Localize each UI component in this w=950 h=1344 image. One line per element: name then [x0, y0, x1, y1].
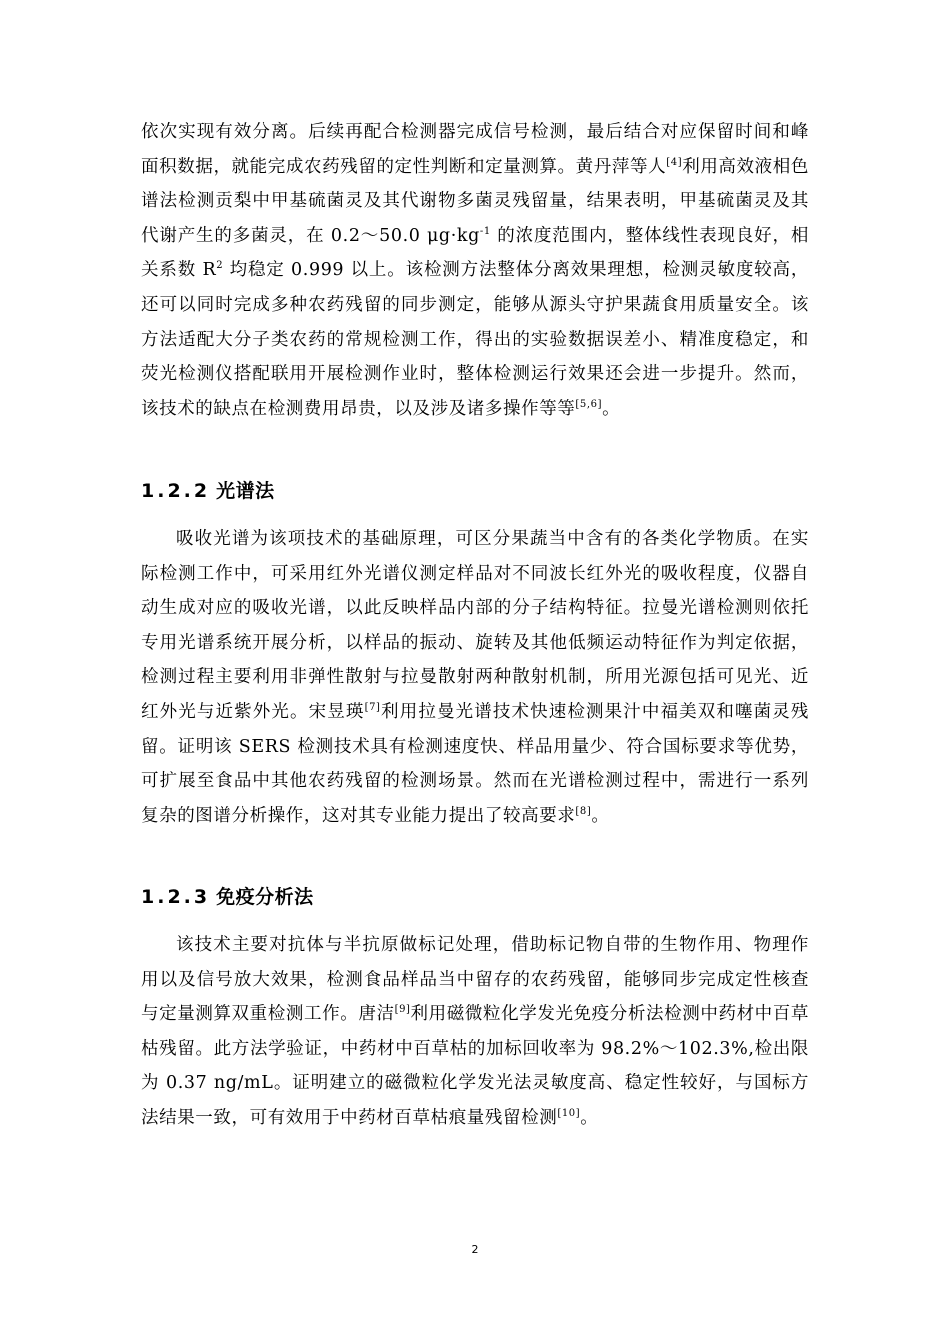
citation-ref: [4]: [666, 156, 683, 168]
text-line: 峰面积数据，就能完成农药残留的定性判断和定量测算。黄丹萍等人: [141, 122, 809, 177]
text-end: 。: [580, 1107, 599, 1128]
text-body: 敏度较高，还可以同时完成多种农药残留的同步测定，能够从源头守护果蔬食用质量安全。该方法适配大分子类农药的常规检测工作，得出的实验数据误差小、精准度稳定，和荧光检测仪搭配联用开展检测作业时，整体检测运行效果还会进一步提升。然而，该技术的缺点在检测费用昂贵，以及涉及诸多操作等等: [141, 260, 810, 419]
citation-ref: [7]: [364, 701, 381, 713]
page-number: 2: [471, 1243, 479, 1256]
text-line: 依次实现有效分离。后续再配合检测器完成信号检测，最后结合对应保留时间和: [141, 122, 791, 142]
text-line: 液相色谱法检测贡梨中甲基硫菌灵及其代谢物多菌灵残留量，结果表明，甲基硫: [141, 156, 809, 212]
citation-ref: [9]: [394, 1004, 411, 1016]
text-line: 均稳定 0.999 以上。该检测方法整体分离效果理想，检测灵: [223, 260, 718, 281]
text-line: 利用高效: [682, 156, 755, 177]
section-heading-spectroscopy: [141, 477, 275, 505]
text-line: 良好，相关系数 R: [141, 225, 809, 281]
section-heading-immunoassay: [141, 883, 314, 911]
text-end: 。: [602, 398, 621, 419]
text-body: 吸收光谱为该项技术的基础原理，可区分果蔬当中含有的各类化学物质。在实际检测工作中，可采用红外光谱仪测定样品对不同波长红外光的吸收程度，仪器自动生成对应的吸收光谱，以此反映样品内部的分子结构特征。拉曼光谱检测则依托专用光谱系统开展分析，以样品的振动、旋转及其他低频运动特征作为判定依据，检测过程主要利用非弹性散射与拉曼散射两种散射机制，所用光源包括可见光、近红外光与近紫外光。宋昱瑛: [141, 529, 809, 722]
superscript: -1: [479, 225, 491, 237]
section-number: 1.2.3: [141, 886, 211, 908]
text-body: 该技术主要对抗体与半抗原做标记处理，借助标记物自带的生物作用、物理作用以及信号放大效果，检测食品样品当中留存的农药残留，能够同步完成定性核查与定量测算双重检测工作。唐洁: [141, 935, 809, 1025]
citation-ref: [10]: [557, 1107, 581, 1119]
text-line: 菌灵及其代谢产生的多菌灵，在 0.2～50.0 μg·kg: [141, 191, 809, 246]
section-title: 免疫分析法: [216, 886, 314, 908]
text-line: 的浓度范围内，整体线性表现: [490, 225, 736, 246]
section-title: 光谱法: [216, 480, 275, 502]
section-number: 1.2.2: [141, 480, 211, 502]
text-body: 利用磁微粒化学发光免疫分析法检测中药材中百草枯残留。此方法学验证，中药材中百草枯的加标回收率为 98.2%～102.3%,检出限为 0.37 ng/mL。证明建立的磁微粒化学发光法灵敏度高、稳定性较好，与国标方法结果一致，可有效用于中药材百草枯痕量残留检测: [141, 1004, 810, 1128]
paragraph-hplc: [141, 115, 809, 426]
citation-ref: [5,6]: [575, 398, 603, 410]
superscript: 2: [216, 260, 224, 272]
citation-ref: [8]: [575, 805, 592, 817]
text-body: 利用拉曼光谱技术快速检测果汁中福美双和噻菌灵残留。证明该 SERS 检测技术具有检测速度快、样品用量少、符合国标要求等优势，可扩展至食品中其他农药残留的检测场景。然而在光谱检测过程中，需进行一系列复杂的图谱分析操作，这对其专业能力提出了较高要求: [141, 701, 809, 826]
text-end: 。: [591, 805, 610, 826]
paragraph-immunoassay: [141, 928, 809, 1136]
paragraph-spectroscopy: [141, 522, 809, 833]
